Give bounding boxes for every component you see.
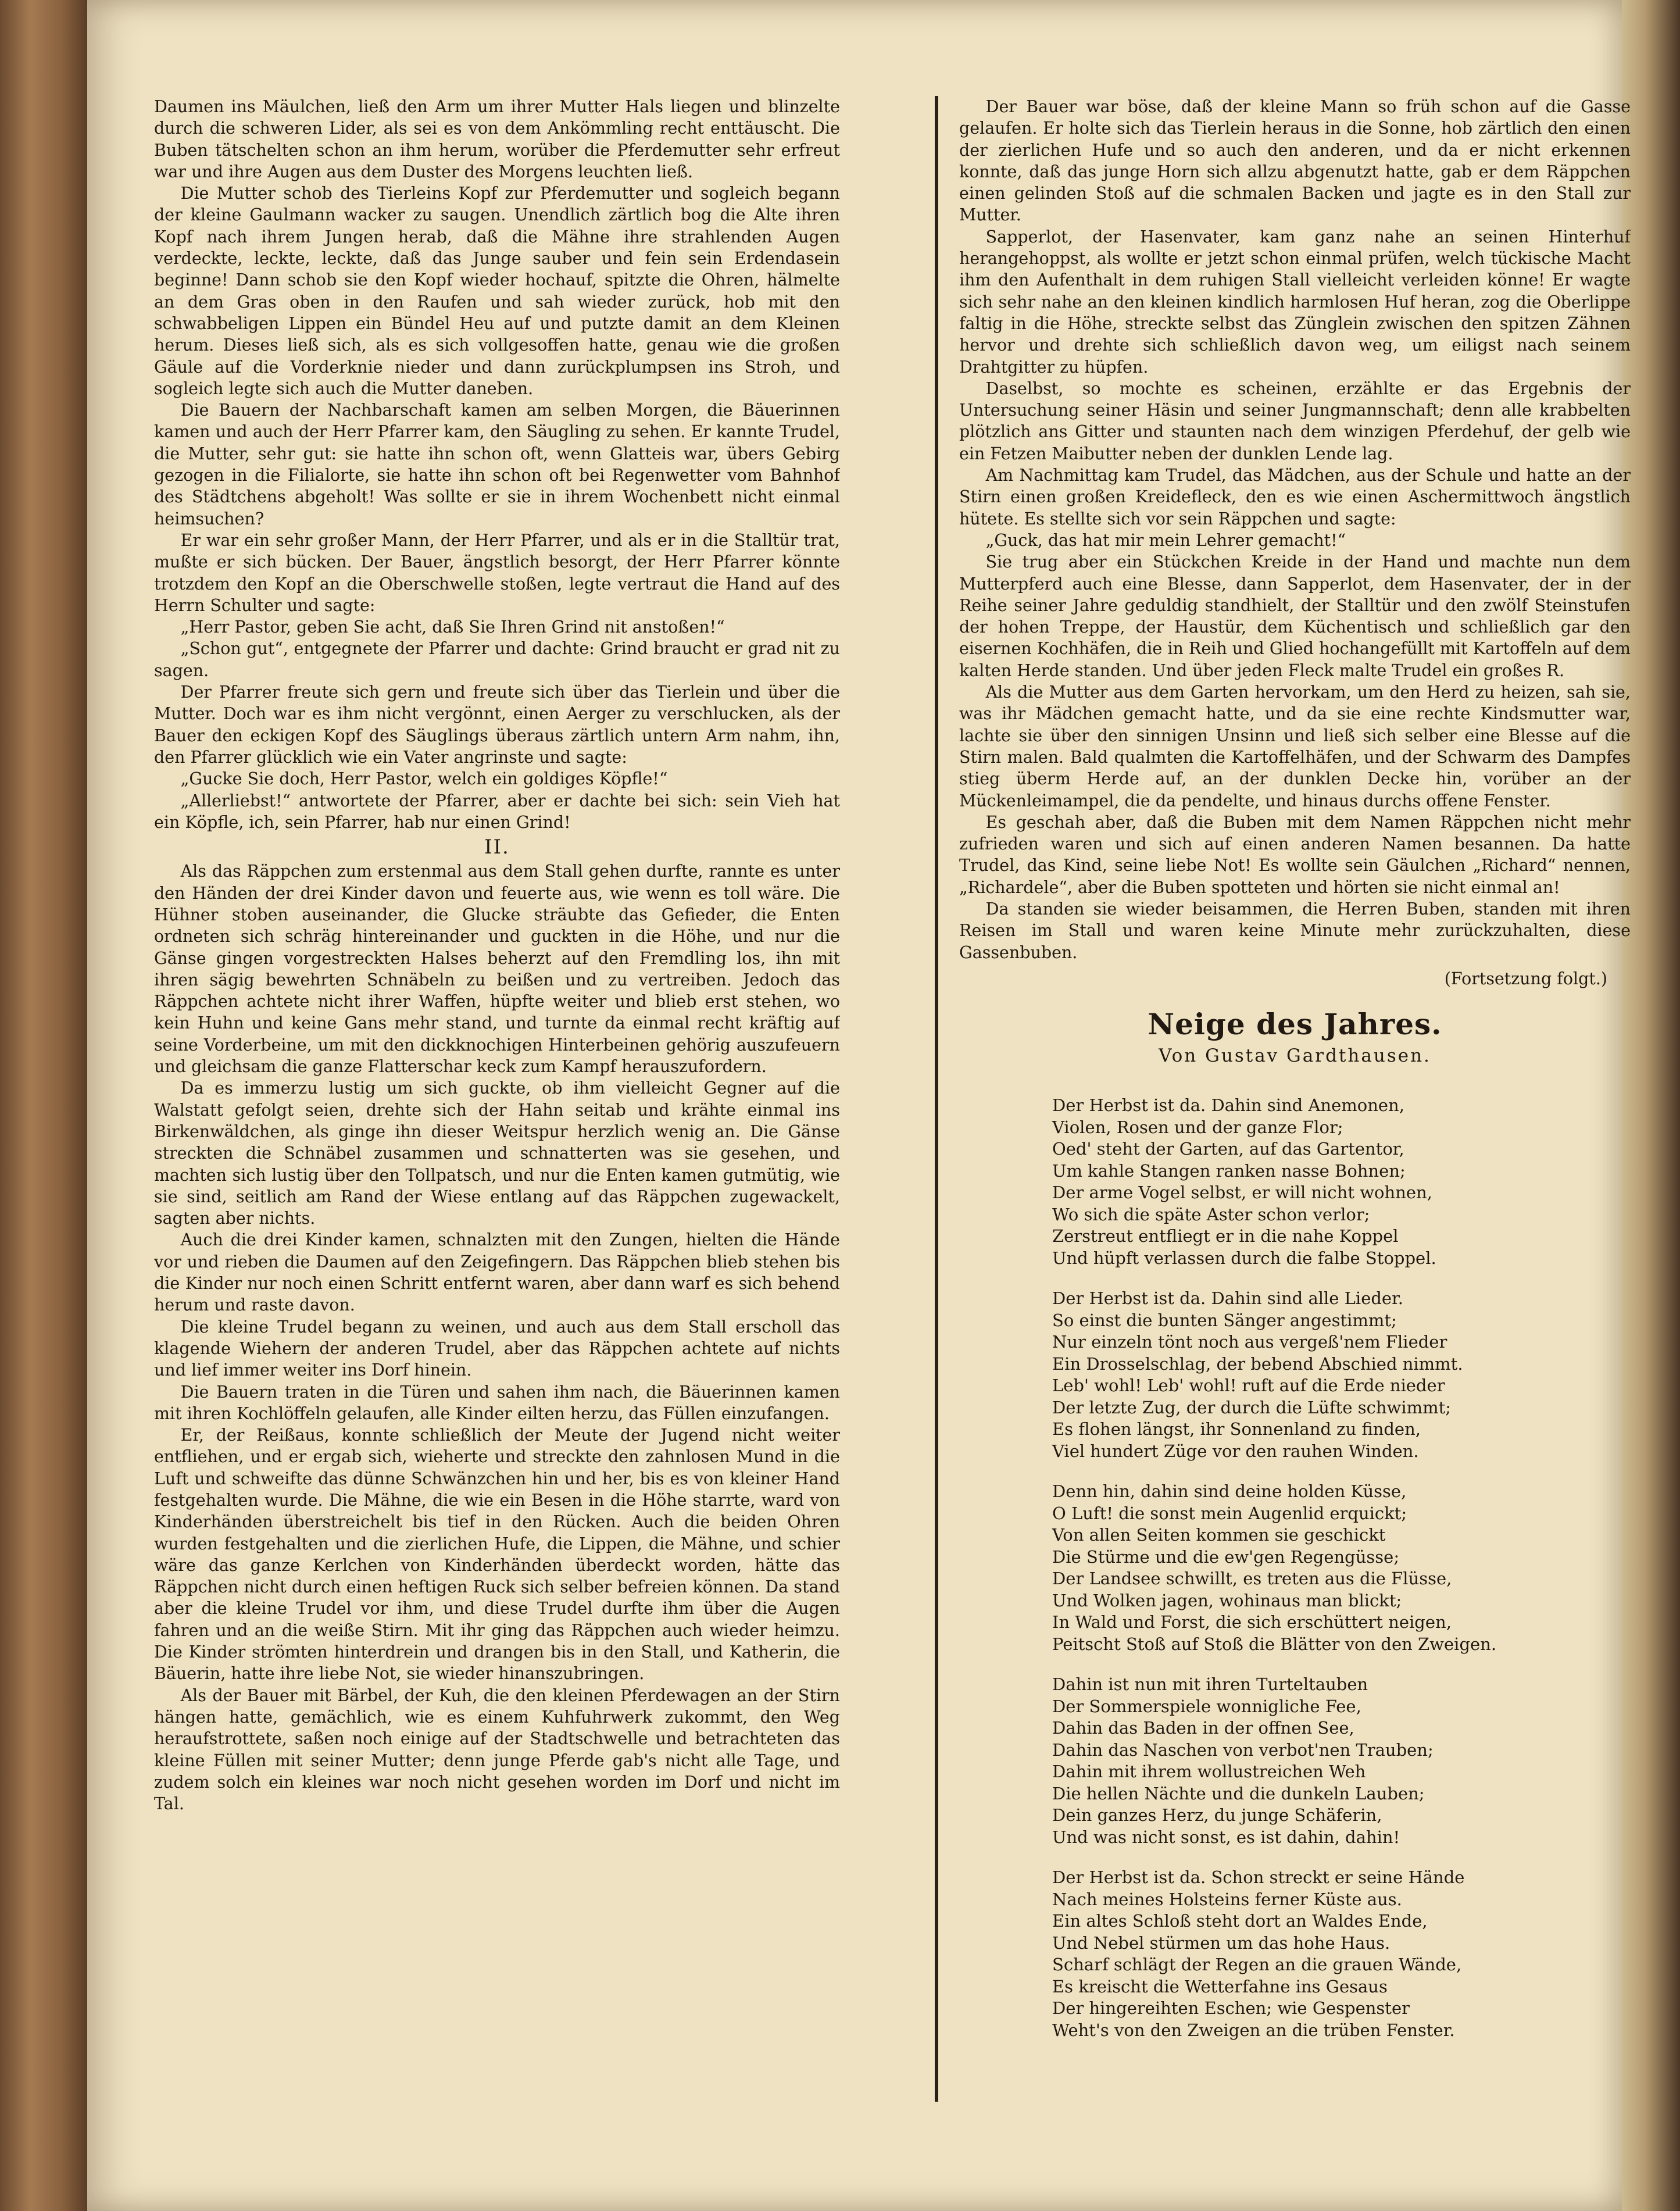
poem-stanza [1052,1288,1631,1462]
poem-line: Nach meines Holsteins ferner Küste aus. [1052,1889,1402,1909]
paragraph: Als der Bauer mit Bärbel, der Kuh, die den kleinen Pferdewagen an der Stirn hängen hatte, gemächlich, wie es einem Kuhfuhrwerk zukommt, den Weg heraufstrottete, saßen noch einige auf der Stadtschwelle und betrachteten das kleine Füllen mit seiner Mutter; denn junge Pferde gab's nicht alle Tage, und zudem solch ein kleines war noch nicht gesehen worden im Dorf und nicht im Tal. [154,1685,840,1814]
paragraph: Die kleine Trudel begann zu weinen, und auch aus dem Stall erscholl das klagende Wiehern der anderen Trudel, aber das Räppchen achtete auf nichts und lief immer weiter ins Dorf hinein. [154,1317,840,1380]
paragraph: Sie trug aber ein Stückchen Kreide in der Hand und machte nun dem Mutterpferd auch eine Blesse, dann Sapperlot, dem Hasenvater, der in der Reihe seiner Jahre geduldig standhielt, der Stalltür und den zwölf Steinstufen der hohen Treppe, der Haustür, dem Küchentisch und schließlich gar den eisernen Kochhäfen, die in Reih und Glied hochangefüllt mit Kartoffeln auf dem kalten Herde standen. Und über jeden Fleck malte Trudel ein großes R. [959,552,1631,680]
poem-line: Und Wolken jagen, wohinaus man blickt; [1052,1590,1402,1610]
poem-stanza [1052,1674,1631,1848]
poem-line: Zerstreut entfliegt er in die nahe Koppel [1052,1226,1399,1246]
poem-stanza [1052,1481,1631,1655]
poem-line: Und hüpft verlassen durch die falbe Stoppel. [1052,1248,1436,1268]
poem-line: Ein altes Schloß steht dort an Waldes Ende, [1052,1911,1428,1931]
poem-line: Der Landsee schwillt, es treten aus die Flüsse, [1052,1569,1452,1589]
poem-line: Ein Drosselschlag, der bebend Abschied nimmt. [1052,1353,1463,1374]
poem-line: Es flohen längst, ihr Sonnenland zu finden, [1052,1419,1421,1440]
poem-line: Die Stürme und die ew'gen Regengüsse; [1052,1546,1400,1567]
paragraph: Die Bauern traten in die Türen und sahen ihm nach, die Bäuerinnen kamen mit ihren Kochlöffeln gelaufen, alle Kinder eilten herzu, das Füllen einzufangen. [154,1382,840,1423]
poem-line: Die hellen Nächte und die dunkeln Lauben; [1052,1783,1425,1803]
paragraph: Da standen sie wieder beisammen, die Herren Buben, standen mit ihren Reisen im Stall und waren keine Minute mehr zurückzuhalten, diese Gassenbuben. [959,899,1631,962]
paragraph: „Schon gut“, entgegnete der Pfarrer und dachte: Grind braucht er grad nit zu sagen. [154,639,840,680]
paragraph: Es geschah aber, daß die Buben mit dem Namen Räppchen nicht mehr zufrieden waren und sich auf einen anderen Namen besannen. Da hatte Trudel, das Kind, seine liebe Not! Es wollte sein Gäulchen „Richard“ nennen, „Richardele“, aber die Buben spotteten und hörten sie nicht einmal an! [959,812,1631,897]
poem-title: Neige des Jahres. [1148,1007,1442,1042]
poem-author: Von Gustav Gardthausen. [1159,1045,1431,1067]
paragraph: Die Bauern der Nachbarschaft kamen am selben Morgen, die Bäuerinnen kamen und auch der Herr Pfarrer kam, den Säugling zu sehen. Er kannte Trudel, die Mutter, sehr gut: sie hatte ihn schon oft, wenn Glatteis war, übers Gebirg gezogen in die Filialorte, sie hatte ihn schon oft bei Regenwetter vom Bahnhof des Städtchens abgeholt! Was sollte er sie in ihrem Wochenbett nicht einmal heimsuchen? [154,401,840,528]
poem-line: Der Sommerspiele wonnigliche Fee, [1052,1696,1361,1716]
poem-line: Es kreischt die Wetterfahne ins Gesaus [1052,1976,1388,1996]
poem-line: Und Nebel stürmen um das hohe Haus. [1052,1933,1391,1953]
paragraph: „Herr Pastor, geben Sie acht, daß Sie Ihren Grind nit anstoßen!“ [180,617,725,637]
paragraph: „Guck, das hat mir mein Lehrer gemacht!“ [985,530,1346,550]
poem-line: Oed' steht der Garten, auf das Gartentor, [1052,1139,1404,1159]
poem-line: Der Herbst ist da. Dahin sind Anemonen, [1052,1095,1404,1116]
poem-line: Wo sich die späte Aster schon verlor; [1052,1204,1370,1224]
poem-line: Violen, Rosen und der ganze Flor; [1052,1117,1343,1137]
poem-line: Der letzte Zug, der durch die Lüfte schwimmt; [1052,1397,1452,1417]
poem-line: Viel hundert Züge vor den rauhen Winden. [1052,1441,1419,1461]
poem-line: Nur einzeln tönt noch aus vergeß'nem Flieder [1052,1332,1447,1352]
poem-line: Dein ganzes Herz, du junge Schäferin, [1052,1805,1382,1826]
right-column [959,96,1631,2142]
book-binding-left [0,0,87,2211]
paragraph: „Gucke Sie doch, Herr Pastor, welch ein goldiges Köpfle!“ [180,769,668,789]
poem-line: So einst die bunten Sänger angestimmt; [1052,1310,1397,1330]
book-binding-right [1622,0,1680,2211]
paragraph: „Allerliebst!“ antwortete der Pfarrer, aber er dachte bei sich: sein Vieh hat ein Köpfle, ich, sein Pfarrer, hab nur einen Grind! [154,791,840,832]
paragraph: Er, der Reißaus, konnte schließlich der Meute der Jugend nicht weiter entfliehen, und er ergab sich, wieherte und streckte den zahnlosen Mund in die Luft und schweifte das dünne Schwänzchen hin und her, bis es von kleiner Hand festgehalten wurde. Die Mähne, die wie ein Besen in die Höhe starrte, ward von Kinderhänden überstreichelt bis tief in den Rücken. Auch die beiden Ohren wurden festgehalten und die zierlichen Hufe, die Lippen, die Mähne, und schier wäre das ganze Kerlchen von Kinderhänden überdeckt worden, hätte das Räppchen nicht durch einen heftigen Ruck sich selber befreien können. Da stand aber die kleine Trudel vor ihm, und diese Trudel durfte ihm über die Augen fahren und an die weiße Stirn. Mit ihr ging das Räppchen auch wieder heimzu. Die Kinder strömten hinterdrein und drangen bis in den Stall, und Katherin, die Bäuerin, hatte ihre liebe Not, sie wieder hinanszubringen. [154,1426,840,1684]
poem-line: In Wald und Forst, die sich erschüttert neigen, [1052,1612,1452,1633]
paragraph: Als das Räppchen zum erstenmal aus dem Stall gehen durfte, rannte es unter den Händen der drei Kinder davon und feuerte aus, wie wenn es toll wäre. Die Hühner stoben auseinander, die Glucke sträubte das Gefieder, die Enten ordneten sich schräg hintereinander und guckten in die Höhe, und nur die Gänse gingen vorgestreckten Halses beherzt auf den Fremdling los, ihn mit ihren sägig bewehrten Schnäbeln zu beißen und zu vertreiben. Jedoch das Räppchen achtete nicht ihrer Waffen, hüpfte weiter und blieb erst stehen, wo kein Huhn und keine Gans mehr stand, und turnte da einmal recht kräftig auf seine Vorderbeine, um mit den dickknochigen Hinterbeinen gehörig auszufeuern und gleichsam die ganze Flatterschar keck zum Kampf herauszufordern. [154,862,840,1077]
paragraph: Sapperlot, der Hasenvater, kam ganz nahe an seinen Hinterhuf herangehoppst, als wollte er jetzt schon einmal prüfen, welch tückische Macht ihm den Aufenthalt in dem ruhigen Stall vielleicht verleiden könne! Er wagte sich sehr nahe an den kleinen kindlich harmlosen Huf heran, zog die Oberlippe faltig in die Höhe, streckte selbst das Zünglein zwischen den spitzen Zähnen hervor und drehte sich schließlich davon weg, um eiligst nach seinem Drahtgitter zu hüpfen. [959,227,1631,377]
poem-line: Dahin ist nun mit ihren Turteltauben [1052,1674,1368,1695]
poem-line: Peitscht Stoß auf Stoß die Blätter von den Zweigen. [1052,1634,1497,1654]
paragraph: Der Bauer war böse, daß der kleine Mann so früh schon auf die Gasse gelaufen. Er holte sich das Tierlein heraus in die Sonne, hob zärtlich den einen der zierlichen Hufe und so auch den anderen, und da er nicht erkennen konnte, daß das junge Horn sich allzu abgenutzt hatte, gab er dem Räppchen einen gelinden Stoß auf die schmalen Backen und jagte es in den Stall zur Mutter. [959,97,1631,225]
poem-stanza [1052,1867,1631,2041]
poem-line: Der Herbst ist da. Dahin sind alle Lieder. [1052,1288,1403,1309]
section-number: II. [484,835,510,859]
poem-line: Der hingereihten Eschen; wie Gespenster [1052,1998,1410,2019]
poem-line: Dahin das Naschen von verbot'nen Trauben; [1052,1739,1434,1760]
paragraph: Er war ein sehr großer Mann, der Herr Pfarrer, und als er in die Stalltür trat, mußte er sich bücken. Der Bauer, ängstlich besorgt, der Herr Pfarrer könnte trotzdem den Kopf an die Oberschwelle stoßen, legte vertraut die Hand auf des Herrn Schulter und sagte: [154,530,840,615]
poem-line: O Luft! die sonst mein Augenlid erquickt; [1052,1503,1407,1523]
paragraph: Die Mutter schob des Tierleins Kopf zur Pferdemutter und sogleich begann der kleine Gaulmann wacker zu saugen. Unendlich zärtlich bog die Alte ihren Kopf nach ihrem Jungen herab, daß die Mähne ihre strahlenden Augen verdeckte, leckte, leckte, daß das Junge sauber und fein sein Erdendasein beginne! Dann schob sie den Kopf wieder hochauf, spitzte die Ohren, hälmelte an dem Gras oben in den Raufen und sah wieder zurück, hob mit den schwabbeligen Lippen ein Bündel Heu auf und putzte damit an dem Kleinen herum. Dieses ließ sich, als es sich vollgesoffen hatte, genau wie die großen Gäule auf die Vorderknie nieder und dann zurückplumpsen ins Stroh, und sogleich legte sich auch die Mutter daneben. [154,184,840,398]
poem-line: Weht's von den Zweigen an die trüben Fenster. [1052,2020,1455,2040]
paragraph: Am Nachmittag kam Trudel, das Mädchen, aus der Schule und hatte an der Stirn einen großen Kreidefleck, den es wie einen Aschermittwoch ängstlich hütete. Es stellte sich vor sein Räppchen und sagte: [959,466,1631,528]
poem-line: Denn hin, dahin sind deine holden Küsse, [1052,1481,1407,1502]
paragraph: Auch die drei Kinder kamen, schnalzten mit den Zungen, hielten die Hände vor und rieben die Daumen auf den Zeigefingern. Das Räppchen blieb stehen bis die Kinder nur noch einen Schritt entfernt waren, aber dann warf es sich behend herum und raste davon. [154,1230,840,1315]
poem-line: Von allen Seiten kommen sie geschickt [1052,1525,1386,1545]
poem-line: Scharf schlägt der Regen an die grauen Wände, [1052,1955,1462,1975]
poem-line: Dahin das Baden in der offnen See, [1052,1718,1354,1738]
poem-line: Um kahle Stangen ranken nasse Bohnen; [1052,1160,1406,1181]
paragraph: Als die Mutter aus dem Garten hervorkam, um den Herd zu heizen, sah sie, was ihr Mädchen gemacht hatte, und da sie eine rechte Kindsmutter war, lachte sie über den sinnigen Unsinn und ließ sich selber eine Blesse auf die Stirn malen. Bald qualmten die Kartoffelhäfen, und der Schwarm des Dampfes stieg überm Herde auf, an der dunklen Decke hin, vorüber an der Mückenleimampel, die da pendelte, und hinaus durchs offene Fenster. [959,683,1631,810]
poem-line: Dahin mit ihrem wollustreichen Weh [1052,1762,1366,1782]
paragraph: Da es immerzu lustig um sich guckte, ob ihm vielleicht Gegner auf die Walstatt gefolgt seien, drehte sich der Hahn seitab und krähte einmal ins Birkenwäldchen, als ginge ihn dieser Weitspur herzlich wenig an. Die Gänse streckten die Schnäbel zusammen und schnatterten was sie gesehen, und machten sich lustig über den Tollpatsch, und nur die Enten kamen gutmütig, wie sie sind, seitlich am Rand der Wiese entlang auf das Räppchen zugewackelt, sagten aber nichts. [154,1078,840,1228]
poem-line: Und was nicht sonst, es ist dahin, dahin! [1052,1827,1400,1847]
paragraph: Daumen ins Mäulchen, ließ den Arm um ihrer Mutter Hals liegen und blinzelte durch die schweren Lider, als sei es von dem Ankömmling recht enttäuscht. Die Buben tätschelten schon an ihm herum, worüber die Pferdemutter sehr erfreut war und ihre Augen aus dem Duster des Morgens leuchten ließ. [154,97,840,181]
poem-line: Der arme Vogel selbst, er will nicht wohnen, [1052,1183,1432,1203]
poem-line: Leb' wohl! Leb' wohl! ruft auf die Erde nieder [1052,1376,1445,1396]
poem-line: Der Herbst ist da. Schon streckt er seine Hände [1052,1867,1465,1888]
poem-stanza [1052,1095,1631,1269]
continued-note: (Fortsetzung folgt.) [1444,969,1607,988]
paragraph: Der Pfarrer freute sich gern und freute sich über das Tierlein und über die Mutter. Doch war es ihm nicht vergönnt, einen Aerger zu verschlucken, als der Bauer den eckigen Kopf des Säuglings überaus zärtlich untern Arm nahm, ihn, den Pfarrer glücklich wie ein Vater angrinste und sagte: [154,683,840,767]
column-divider [935,96,938,2102]
left-column [154,96,840,2142]
paragraph: Daselbst, so mochte es scheinen, erzählte er das Ergebnis der Untersuchung seiner Häsin und seiner Jungmannschaft; denn alle krabbelten plötzlich ans Gitter und staunten nach dem winzigen Pferdehuf, der gelb wie ein Fetzen Maibutter neben der dunklen Lende lag. [959,378,1631,463]
